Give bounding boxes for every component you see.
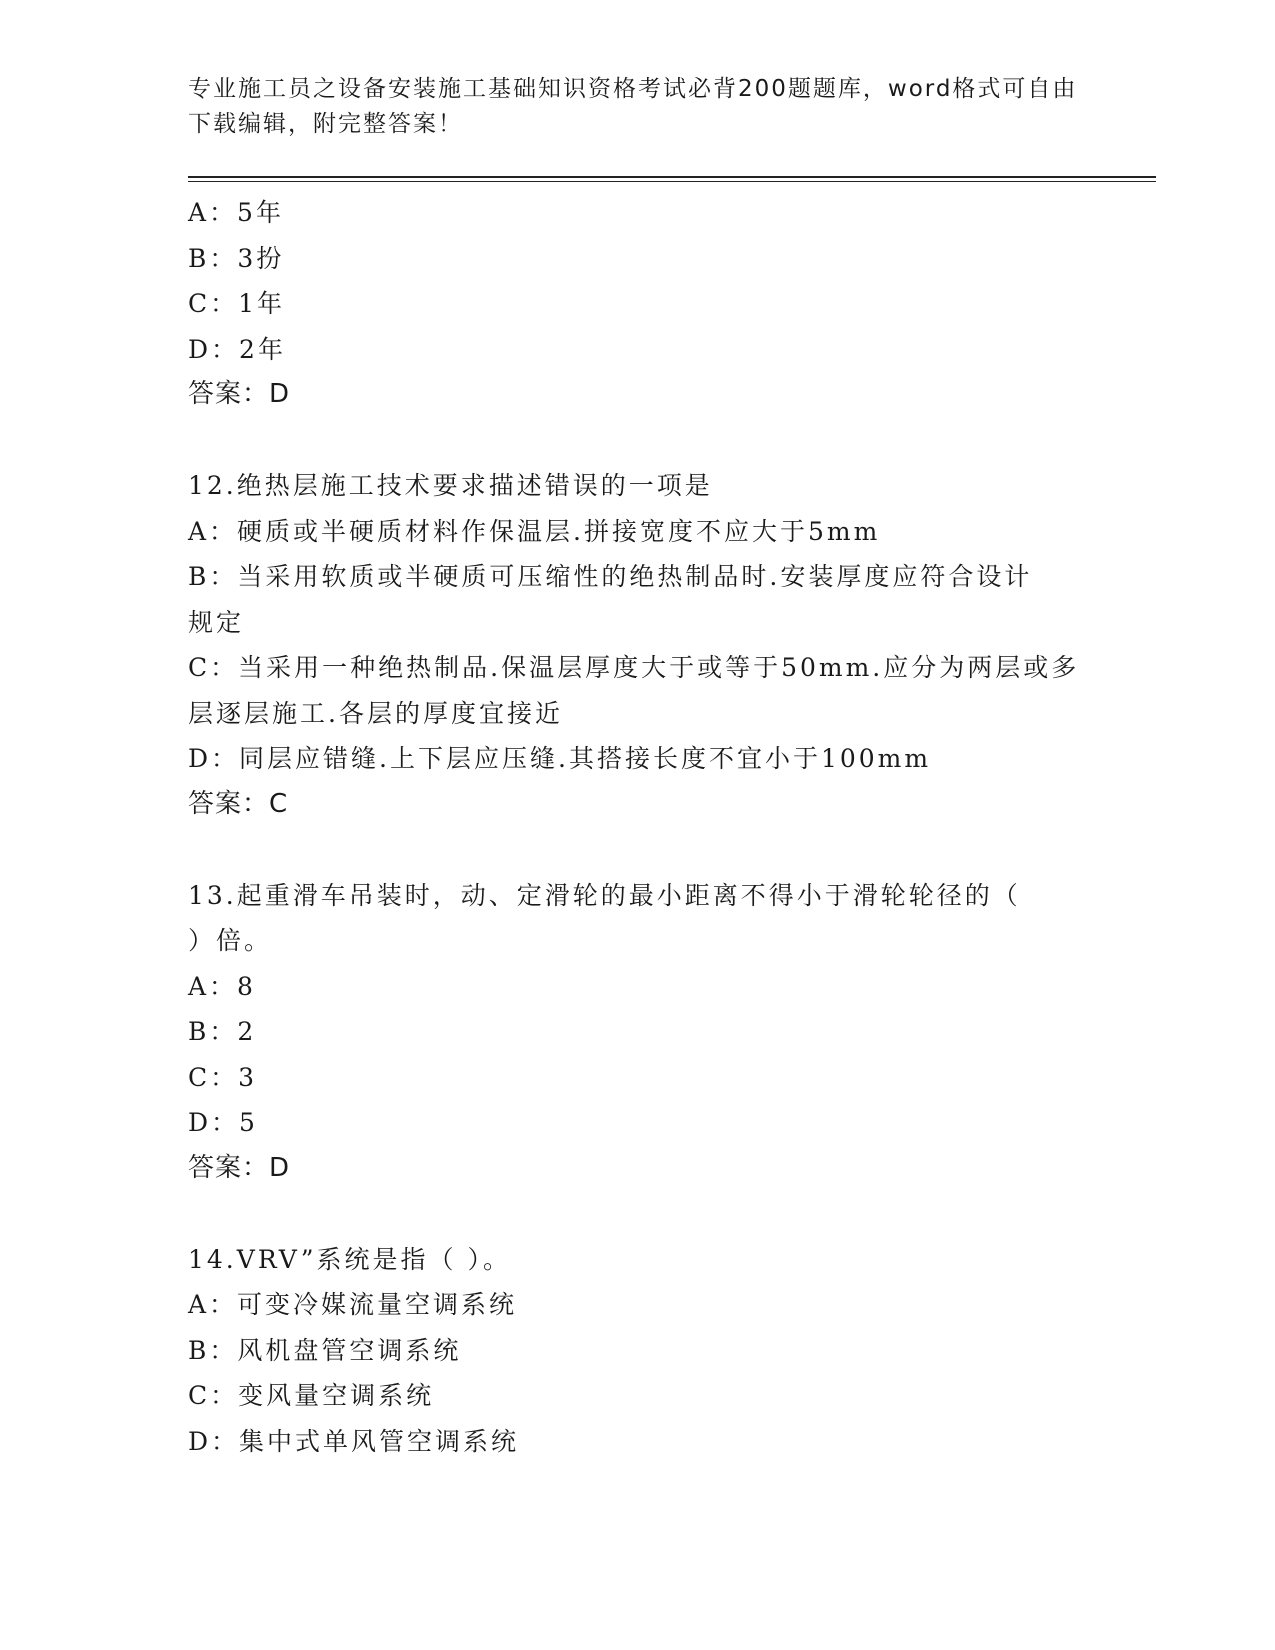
header-divider-thick — [188, 176, 1156, 178]
question-text: 13.起重滑车吊装时，动、定滑轮的最小距离不得小于滑轮轮径的（ — [188, 880, 1021, 910]
option-d: D：同层应错缝.上下层应压缝.其搭接长度不宜小于100mm — [188, 744, 932, 773]
question-text-continued: ）倍。 — [188, 926, 273, 955]
option-b-continued: 规定 — [188, 607, 245, 637]
header-title-line-2: 下载编辑，附完整答案！ — [188, 111, 463, 137]
option-b: B：当采用软质或半硬质可压缩性的绝热制品时.安装厚度应符合设计 — [188, 562, 1033, 591]
option-d: D：2年 — [188, 334, 286, 364]
question-text: 14.VRV”系统是指（ ）。 — [188, 1244, 511, 1274]
option-a: A：8 — [188, 971, 256, 1001]
spacer — [188, 827, 1108, 873]
option-b: B：风机盘管空调系统 — [188, 1335, 462, 1365]
option-a: A：可变冷媒流量空调系统 — [188, 1290, 518, 1319]
option-c: C：1年 — [188, 289, 286, 318]
option-b: B：3扮 — [188, 243, 285, 273]
document-header — [188, 72, 1088, 142]
option-c: C：3 — [188, 1062, 258, 1092]
option-c: C：变风量空调系统 — [188, 1381, 435, 1410]
option-a: A：硬质或半硬质材料作保温层.拼接宽度不应大于5mm — [188, 516, 881, 546]
option-d: D：5 — [188, 1108, 258, 1137]
answer-line: 答案：C — [188, 788, 289, 819]
question-11-block — [188, 190, 1108, 418]
option-d: D：集中式单风管空调系统 — [188, 1426, 520, 1456]
question-content — [188, 190, 1108, 1464]
header-divider-thin — [188, 181, 1156, 182]
question-12-block — [188, 463, 1108, 827]
option-c-continued: 层逐层施工.各层的厚度宜接近 — [188, 698, 563, 728]
answer-line: 答案：D — [188, 379, 291, 409]
question-13-block — [188, 873, 1108, 1192]
option-c: C：当采用一种绝热制品.保温层厚度大于或等于50mm.应分为两层或多 — [188, 653, 1080, 682]
spacer — [188, 418, 1108, 464]
header-title-line-1: 专业施工员之设备安装施工基础知识资格考试必背200题题库，word格式可自由 — [188, 76, 1078, 102]
spacer — [188, 1191, 1108, 1237]
answer-line: 答案：D — [188, 1152, 291, 1183]
option-a: A：5年 — [188, 198, 284, 227]
option-b: B：2 — [188, 1017, 257, 1046]
question-text: 12.绝热层施工技术要求描述错误的一项是 — [188, 471, 713, 500]
question-14-block — [188, 1237, 1108, 1465]
